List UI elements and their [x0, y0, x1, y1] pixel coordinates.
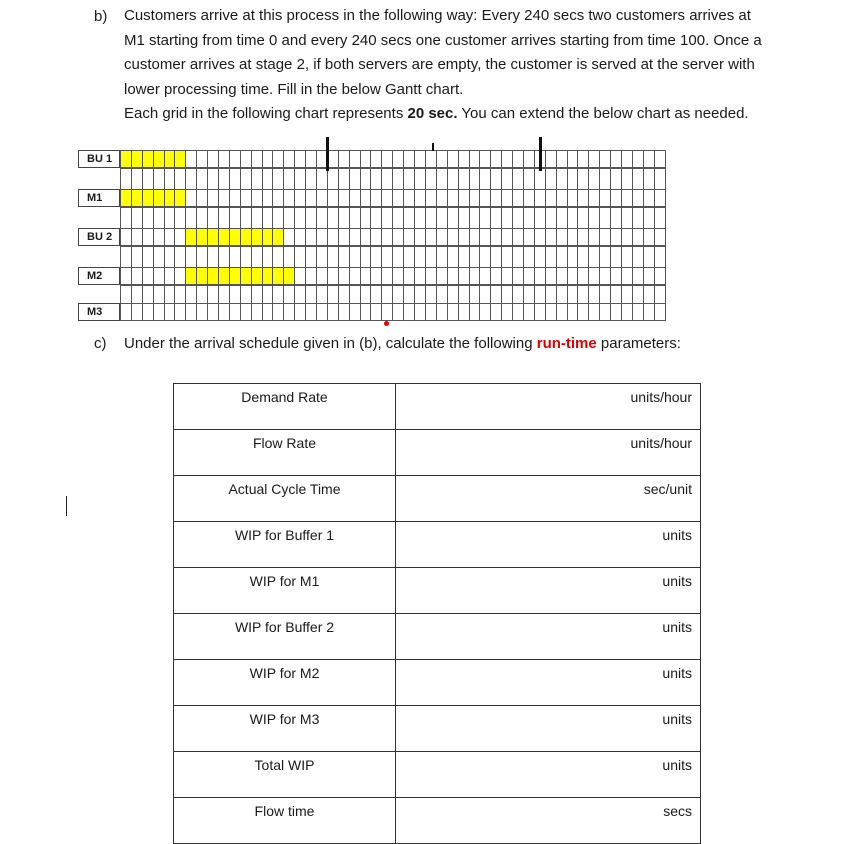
part-b-line: Customers arrive at this process in the following way: Every 240 secs two customers arrives at [124, 7, 751, 24]
parameter-unit[interactable]: units [396, 660, 701, 706]
parameter-unit[interactable]: units [396, 614, 701, 660]
part-c-suffix: parameters: [596, 335, 681, 352]
parameter-name: Flow Rate [174, 430, 396, 476]
gantt-row-label: BU 2 [78, 228, 120, 246]
gantt-row-label: BU 1 [78, 150, 120, 168]
parameter-unit[interactable]: units [396, 522, 701, 568]
part-b-line: lower processing time. Fill in the below Gantt chart. [124, 80, 464, 98]
parameter-row [174, 384, 701, 430]
parameter-row [174, 522, 701, 568]
parameter-name: Flow time [174, 798, 396, 844]
gantt-cell[interactable] [654, 303, 666, 321]
parameter-row [174, 660, 701, 706]
gantt-cell[interactable] [654, 267, 666, 285]
gantt-row [121, 228, 666, 246]
part-b-line: M1 starting from time 0 and every 240 secs one customer arrives starting from time 100. Once a [124, 31, 762, 49]
parameter-unit[interactable]: units/hour [396, 430, 701, 476]
parameters-table [173, 383, 701, 844]
pen-mark [539, 137, 542, 171]
parameter-name: WIP for Buffer 1 [174, 522, 396, 568]
gantt-row-label: M1 [78, 189, 120, 207]
text-cursor [66, 496, 67, 516]
part-c-prefix: Under the arrival schedule given in (b), calculate the following [124, 335, 537, 352]
parameter-unit[interactable]: units [396, 568, 701, 614]
gantt-gap-row [121, 207, 666, 229]
parameter-name: WIP for M2 [174, 660, 396, 706]
gantt-row [121, 267, 666, 285]
gantt-cell[interactable] [654, 228, 666, 246]
gantt-row-label: M3 [78, 303, 120, 321]
part-b-line: customer arrives at stage 2, if both servers are empty, the customer is served at the server with [124, 56, 755, 73]
parameter-row [174, 706, 701, 752]
parameter-name: Total WIP [174, 752, 396, 798]
gantt-gap-cell [654, 285, 666, 304]
pen-mark [432, 143, 434, 151]
parameter-row [174, 430, 701, 476]
parameter-unit[interactable]: units [396, 752, 701, 798]
grid-note [124, 102, 762, 127]
parameter-name: WIP for Buffer 2 [174, 614, 396, 660]
run-time-emphasis: run-time [536, 335, 597, 352]
gantt-row [121, 150, 666, 168]
parameter-row [174, 798, 701, 844]
gantt-gap-row [121, 285, 666, 304]
gantt-gap-cell [654, 246, 666, 268]
pen-mark [326, 137, 329, 171]
parameter-row [174, 614, 701, 660]
parameter-name: Actual Cycle Time [174, 476, 396, 522]
part-c-label: c) [94, 335, 107, 352]
parameter-unit[interactable]: units/hour [396, 384, 701, 430]
gantt-row [121, 303, 666, 321]
grid-note-suffix: You can extend the below chart as needed. [457, 105, 749, 122]
parameter-unit[interactable]: secs [396, 798, 701, 844]
red-dot [384, 321, 389, 326]
gantt-row [121, 189, 666, 207]
gantt-gap-cell [654, 207, 666, 229]
grid-note-bold: 20 sec. [407, 105, 458, 122]
gantt-gap-row [121, 168, 666, 190]
gantt-row-label: M2 [78, 267, 120, 285]
gantt-cell[interactable] [654, 150, 666, 168]
parameter-row [174, 568, 701, 614]
gantt-cell[interactable] [654, 189, 666, 207]
parameter-name: Demand Rate [174, 384, 396, 430]
grid-note-prefix: Each grid in the following chart represents [124, 105, 408, 122]
parameter-row [174, 476, 701, 522]
parameter-name: WIP for M1 [174, 568, 396, 614]
part-b-label: b) [94, 8, 108, 25]
parameter-unit[interactable]: sec/unit [396, 476, 701, 522]
gantt-gap-cell [654, 168, 666, 190]
parameter-name: WIP for M3 [174, 706, 396, 752]
gantt-gap-row [121, 246, 666, 268]
part-c-text [124, 335, 681, 352]
part-b-paragraph [124, 4, 762, 127]
parameter-unit[interactable]: units [396, 706, 701, 752]
parameter-row [174, 752, 701, 798]
